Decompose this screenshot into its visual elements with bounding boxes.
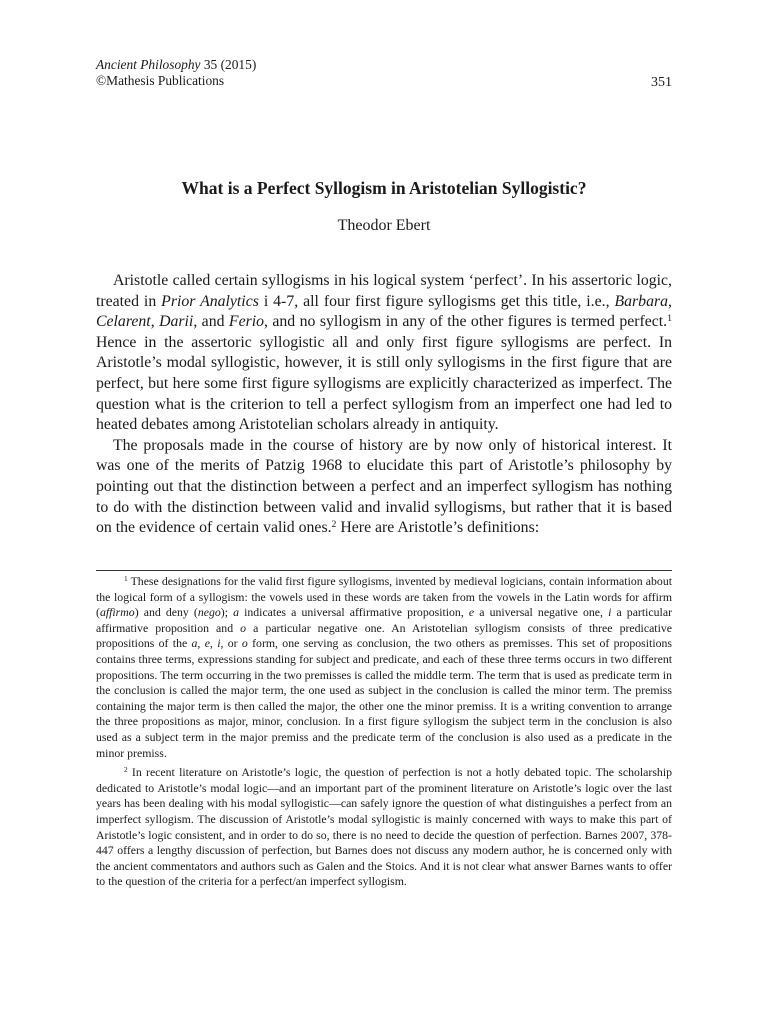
text-run: , and	[193, 313, 229, 331]
footnote-ref-1[interactable]: 1	[667, 312, 673, 324]
text-run: , and no syllogism in any of the other figures is termed perfect.	[264, 313, 668, 331]
syllogism-name: Barbara	[614, 292, 669, 310]
article-author: Theodor Ebert	[337, 217, 431, 234]
text-run: a universal negative one,	[474, 605, 609, 620]
publisher: ©Mathesis Publications	[96, 73, 225, 88]
text-run: ) and deny (	[134, 605, 198, 620]
text-run: form, one serving as conclusion, the two others as premisses. This set of propositions contains three terms, expressions standing for subject and predicate, and each of these three terms occurs in two different propositions. The term occurring in the two premisses is called the middle term. The term that is used as predicate term in the conclusion is called the major term, the one used as subject in the conclusion is called the minor term. The premiss containing the major term is then called the major, the other one the minor premiss. It is a writing convention to arrange the three propositions as major, minor, conclusion. In a first figure syllogism the subject term in the conclusion is also used as a subject term in the major premiss and the predicate term of the conclusion is also used as a predicate in the minor premiss.	[96, 636, 672, 760]
text-run: ,	[668, 292, 672, 310]
form-letter: e	[468, 605, 475, 620]
paragraph-2	[96, 436, 672, 539]
text-run: Hence in the assertoric syllogistic all and only first figure syllogisms are perfect. In Aristotle’s modal syllogistic, however, it is still only syllogisms in the first figure that are perfect, but here some first figure syllogisms are explicitly characterized as imperfect. The question what is the criterion to tell a perfect syllogism from an imperfect one had led to heated debates among Aristotelian scholars already in antiquity.	[96, 333, 672, 434]
footnote-1	[96, 574, 672, 761]
journal-citation	[96, 57, 672, 73]
syllogism-name: Ferio	[228, 313, 265, 331]
page-number: 351	[651, 75, 672, 90]
running-head	[96, 57, 672, 89]
footnote-2	[96, 765, 672, 890]
form-letter: a, e, i	[191, 636, 221, 651]
text-run: i 4-7, all four first figure syllogisms get this title, i.e.,	[258, 292, 615, 310]
text-run: a particular negative one. An Aristotelian syllogism consists of three predicative propositions of the	[96, 620, 672, 651]
volume-year: 35 (2015)	[200, 57, 257, 72]
text-run: );	[220, 605, 234, 620]
text-run: The proposals made in the course of history are by now only of historical interest. It was one of the merits of Patzig 1968 to elucidate this part of Aristotle’s philosophy by pointing out that the distinction between a perfect and an imperfect syllogism has nothing to do with the distinction between valid and invalid syllogisms, but rather that it is based on the evidence of certain valid ones.	[96, 436, 672, 537]
text-run: Aristotle called certain syllogisms in his logical system ‘perfect’. In his assertoric logic, treated in	[96, 272, 672, 310]
syllogism-name: Darii	[159, 313, 194, 331]
footnotes	[96, 574, 672, 890]
latin-term: affirmo	[99, 605, 135, 620]
work-title: Prior Analytics	[161, 292, 259, 310]
text-run: In recent literature on Aristotle’s logic, the question of perfection is not a hotly debated topic. The scholarship dedicated to Aristotle’s modal logic—and an important part of the prominent literature on Aristotle’s logic over the last years has been dealing with his modal syllogistic—can safely ignore the question of what distinguishes a perfect from an imperfect syllogism. The discussion of Aristotle’s modal syllogistic is mainly concerned with ways to make this part of Aristotle’s logic consistent, and in order to do so, there is no need to decide the question of perfection. Barnes 2007, 378-447 offers a lengthy discussion of perfection, but Barnes does not discuss any modern author, he is concerned only with the ancient commentators and authors such as Galen and the Stoics. And it is not clear what answer Barnes wants to offer to the question of the criteria for a perfect/an imperfect syllogism.	[96, 765, 672, 889]
form-letter: o	[241, 636, 248, 651]
latin-term: nego	[197, 605, 221, 620]
footnote-number: 2	[124, 765, 128, 775]
footnote-divider	[96, 570, 672, 571]
footnote-number: 1	[124, 573, 128, 583]
article-body	[96, 271, 672, 539]
syllogism-name: Celarent	[96, 313, 151, 331]
text-run: ,	[150, 313, 160, 331]
text-run: indicates a universal affirmative proposition,	[238, 605, 469, 620]
text-run: These designations for the valid first figure syllogisms, invented by medieval logicians, contain information about the logical form of a syllogism: the vowels used in these words are taken from the vowels in the Latin words for affirm (	[96, 574, 672, 620]
article-title: What is a Perfect Syllogism in Aristotelian Syllogistic?	[181, 178, 587, 198]
text-run: , or	[220, 636, 242, 651]
form-letter: i	[608, 605, 612, 620]
text-run: a particular affirmative proposition and	[96, 605, 672, 635]
journal-name: Ancient Philosophy	[96, 57, 201, 72]
footnote-ref-2[interactable]: 2	[331, 518, 337, 530]
paragraph-1	[96, 271, 672, 436]
text-run: Here are Aristotle’s definitions:	[336, 519, 540, 537]
form-letter: a	[233, 605, 239, 620]
form-letter: o	[240, 620, 247, 635]
